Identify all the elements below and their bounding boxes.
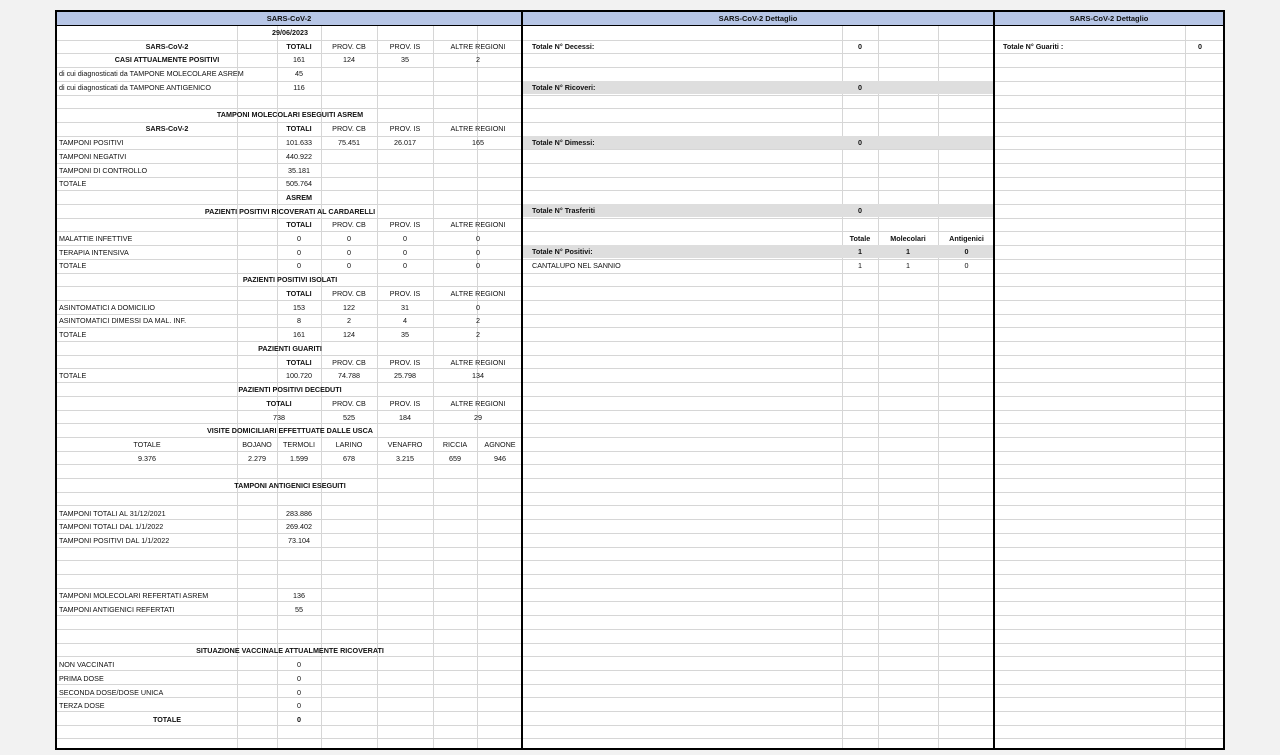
grid-row-line xyxy=(995,67,1223,68)
grid-row-line xyxy=(995,519,1223,520)
table-row-label: MALATTIE INFETTIVE xyxy=(59,234,133,243)
table-cell: 153 xyxy=(293,303,305,312)
positivi-label: Totale N° Positivi: xyxy=(532,247,593,256)
grid-row-line xyxy=(57,629,521,630)
casi-totali: 161 xyxy=(293,55,305,64)
grid-row-line xyxy=(995,464,1223,465)
usca-header: BOJANO xyxy=(242,440,272,449)
grid-row-line xyxy=(523,314,993,315)
grid-row-line xyxy=(995,136,1223,137)
grid-row-line xyxy=(995,656,1223,657)
guariti-panel xyxy=(995,12,1223,748)
ricoverati-title: PAZIENTI POSITIVI RICOVERATI AL CARDARELLI xyxy=(204,207,376,216)
table-cell: 8 xyxy=(297,316,301,325)
table-cell: 0 xyxy=(403,248,407,257)
tamponi-mol-col-altre: ALTRE REGIONI xyxy=(450,124,506,133)
casi-molecolare-label: di cui diagnosticati da TAMPONE MOLECOLARE ASREM xyxy=(59,69,244,78)
grid-row-line xyxy=(995,738,1223,739)
grid-row-line xyxy=(523,53,993,54)
grid-row-line xyxy=(523,122,993,123)
grid-row-line xyxy=(523,601,993,602)
grid-row-line xyxy=(995,81,1223,82)
table-cell: 31 xyxy=(401,303,409,312)
table-cell: 100.720 xyxy=(286,371,312,380)
grid-row-line xyxy=(995,122,1223,123)
table-cell: 136 xyxy=(293,591,305,600)
casi-antigenico-label: di cui diagnosticati da TAMPONE ANTIGENICO xyxy=(59,83,211,92)
table-cell: 73.104 xyxy=(288,536,310,545)
comune-tot: 1 xyxy=(858,261,862,270)
usca-title: VISITE DOMICILIARI EFFETTUATE DALLE USCA xyxy=(207,426,373,435)
usca-value: 3.215 xyxy=(396,454,414,463)
grid-row-line xyxy=(523,423,993,424)
grid-row-line xyxy=(995,190,1223,191)
decessi-value: 0 xyxy=(858,42,862,51)
table-cell: 26.017 xyxy=(394,138,416,147)
grid-row-line xyxy=(995,149,1223,150)
table-row-label: TAMPONI TOTALI AL 31/12/2021 xyxy=(59,509,166,518)
asrem-label: ASREM xyxy=(286,193,312,202)
grid-row-line xyxy=(523,300,993,301)
spreadsheet xyxy=(55,10,1225,750)
table-cell: 4 xyxy=(403,316,407,325)
grid-row-line xyxy=(995,327,1223,328)
grid-row-line xyxy=(523,218,993,219)
table-row-label: TAMPONI ANTIGENICI REFERTATI xyxy=(59,605,175,614)
usca-header: TOTALE xyxy=(133,440,161,449)
table-cell: 75.451 xyxy=(338,138,360,147)
table-cell: 122 xyxy=(343,303,355,312)
grid-row-line xyxy=(995,451,1223,452)
grid-col-line xyxy=(842,26,843,748)
main-panel-header: SARS-CoV-2 xyxy=(57,12,521,26)
decessi-label: Totale N° Decessi: xyxy=(532,42,595,51)
grid-row-line xyxy=(523,437,993,438)
grid-row-line xyxy=(995,423,1223,424)
table-cell: 2 xyxy=(476,330,480,339)
isolati-title: PAZIENTI POSITIVI ISOLATI xyxy=(242,275,338,284)
grid-row-line xyxy=(523,656,993,657)
grid-row-line xyxy=(523,410,993,411)
table-row-label: ASINTOMATICI A DOMICILIO xyxy=(59,303,155,312)
vaccinale-total-label: TOTALE xyxy=(152,715,182,724)
grid-row-line xyxy=(523,382,993,383)
guariti-col-altre: ALTRE REGIONI xyxy=(450,358,506,367)
grid-row-line xyxy=(995,286,1223,287)
usca-value: 9.376 xyxy=(138,454,156,463)
grid-row-line xyxy=(523,615,993,616)
grid-row-line xyxy=(57,492,521,493)
guariti-panel-header: SARS-CoV-2 Dettaglio xyxy=(995,12,1223,26)
table-row-label: TOTALE xyxy=(59,179,87,188)
dimessi-label: Totale N° Dimessi: xyxy=(532,138,595,147)
isolati-col-is: PROV. IS xyxy=(389,289,421,298)
table-cell: 2 xyxy=(347,316,351,325)
table-row-label: TERAPIA INTENSIVA xyxy=(59,248,129,257)
grid-row-line xyxy=(995,355,1223,356)
table-row-label: NON VACCINATI xyxy=(59,660,115,669)
grid-row-line xyxy=(523,149,993,150)
table-cell: 0 xyxy=(297,674,301,683)
grid-row-line xyxy=(995,177,1223,178)
table-cell: 101.633 xyxy=(286,138,312,147)
grid-row-line xyxy=(995,560,1223,561)
grid-row-line xyxy=(523,67,993,68)
vaccinale-title: SITUAZIONE VACCINALE ATTUALMENTE RICOVERATI xyxy=(196,646,384,655)
table-cell: 0 xyxy=(476,303,480,312)
table-row-label: TAMPONI MOLECOLARI REFERTATI ASREM xyxy=(59,591,209,600)
guariti-col-is: PROV. IS xyxy=(389,358,421,367)
tamponi-mol-col-cb: PROV. CB xyxy=(332,124,366,133)
grid-row-line xyxy=(995,218,1223,219)
grid-row-line xyxy=(995,245,1223,246)
positivi-mol: 1 xyxy=(906,247,910,256)
positivi-tot: 1 xyxy=(858,247,862,256)
table-cell: 35.181 xyxy=(288,166,310,175)
grid-row-line xyxy=(995,615,1223,616)
table-cell: 0 xyxy=(297,660,301,669)
ricoverati-col-is: PROV. IS xyxy=(389,220,421,229)
grid-row-line xyxy=(995,588,1223,589)
grid-row-line xyxy=(57,574,521,575)
ricoverati-col-altre: ALTRE REGIONI xyxy=(450,220,506,229)
grid-row-line xyxy=(995,273,1223,274)
positivi-col-totale: Totale xyxy=(849,234,871,243)
grid-row-line xyxy=(995,95,1223,96)
table-cell: 29 xyxy=(474,413,482,422)
tamponi-mol-col-totali: TOTALI xyxy=(286,124,312,133)
grid-row-line xyxy=(523,574,993,575)
tamponi-mol-col-label: SARS-CoV-2 xyxy=(145,124,189,133)
grid-row-line xyxy=(523,190,993,191)
grid-row-line xyxy=(995,601,1223,602)
grid-col-line xyxy=(878,26,879,748)
grid-row-line xyxy=(995,368,1223,369)
usca-header: TERMOLI xyxy=(283,440,315,449)
grid-row-line xyxy=(995,492,1223,493)
table-row-label: PRIMA DOSE xyxy=(59,674,104,683)
table-cell: 0 xyxy=(347,248,351,257)
grid-row-line xyxy=(995,505,1223,506)
table-cell: 0 xyxy=(297,261,301,270)
report-date: 29/06/2023 xyxy=(272,28,308,37)
grid-row-line xyxy=(523,451,993,452)
table-cell: 0 xyxy=(297,688,301,697)
comune-label: CANTALUPO NEL SANNIO xyxy=(532,261,621,270)
dimessi-value: 0 xyxy=(858,138,862,147)
trasferiti-label: Totale N° Trasferiti xyxy=(532,206,596,215)
tamponi-mol-title: TAMPONI MOLECOLARI ESEGUITI ASREM xyxy=(216,110,364,119)
grid-row-line xyxy=(995,382,1223,383)
table-cell: 35 xyxy=(401,330,409,339)
grid-row-line xyxy=(995,629,1223,630)
table-row-label: TOTALE xyxy=(59,371,87,380)
antigenici-title: TAMPONI ANTIGENICI ESEGUITI xyxy=(234,481,346,490)
ricoveri-value: 0 xyxy=(858,83,862,92)
table-cell: 2 xyxy=(476,316,480,325)
grid-row-line xyxy=(523,738,993,739)
table-cell: 74.788 xyxy=(338,371,360,380)
table-cell: 269.402 xyxy=(286,522,312,531)
table-cell: 505.764 xyxy=(286,179,312,188)
table-cell: 283.886 xyxy=(286,509,312,518)
grid-row-line xyxy=(995,410,1223,411)
comune-ant: 0 xyxy=(964,261,969,270)
grid-row-line xyxy=(523,533,993,534)
grid-row-line xyxy=(523,341,993,342)
grid-row-line xyxy=(523,505,993,506)
col-label-header: SARS-CoV-2 xyxy=(145,42,189,51)
tamponi-mol-col-is: PROV. IS xyxy=(389,124,421,133)
grid-row-line xyxy=(995,711,1223,712)
guariti-label: Totale N° Guariti : xyxy=(1003,42,1064,51)
table-cell: 0 xyxy=(297,248,301,257)
trasferiti-value: 0 xyxy=(858,206,862,215)
col-totali-header: TOTALI xyxy=(286,42,312,51)
table-row-label: TERZA DOSE xyxy=(59,701,105,710)
grid-row-line xyxy=(57,547,521,548)
casi-is: 35 xyxy=(401,55,409,64)
grid-row-line xyxy=(523,684,993,685)
table-cell: 0 xyxy=(476,234,480,243)
deceduti-title: PAZIENTI POSITIVI DECEDUTI xyxy=(238,385,342,394)
col-is-header: PROV. IS xyxy=(389,42,421,51)
table-cell: 0 xyxy=(297,234,301,243)
isolati-col-altre: ALTRE REGIONI xyxy=(450,289,506,298)
deceduti-col-altre: ALTRE REGIONI xyxy=(450,399,506,408)
grid-row-line xyxy=(523,643,993,644)
col-cb-header: PROV. CB xyxy=(332,42,366,51)
table-row-label: ASINTOMATICI DIMESSI DA MAL. INF. xyxy=(59,316,187,325)
grid-row-line xyxy=(995,204,1223,205)
grid-row-line xyxy=(995,684,1223,685)
grid-row-line xyxy=(523,396,993,397)
usca-value: 678 xyxy=(343,454,355,463)
guariti-value: 0 xyxy=(1198,42,1202,51)
table-row-label: TAMPONI TOTALI DAL 1/1/2022 xyxy=(59,522,164,531)
table-cell: 0 xyxy=(476,248,480,257)
table-cell: 0 xyxy=(403,261,407,270)
table-cell: 0 xyxy=(347,234,351,243)
grid-row-line xyxy=(995,163,1223,164)
ricoveri-label: Totale N° Ricoveri: xyxy=(532,83,596,92)
table-cell: 0 xyxy=(297,701,301,710)
grid-row-line xyxy=(523,327,993,328)
table-row-label: TAMPONI POSITIVI xyxy=(59,138,124,147)
table-cell: 161 xyxy=(293,330,305,339)
grid-row-line xyxy=(995,341,1223,342)
grid-row-line xyxy=(995,533,1223,534)
table-row-label: TAMPONI DI CONTROLLO xyxy=(59,166,148,175)
usca-value: 1.599 xyxy=(290,454,308,463)
grid-row-line xyxy=(995,478,1223,479)
positivi-ant: 0 xyxy=(964,247,969,256)
table-cell: 440.922 xyxy=(286,152,312,161)
grid-row-line xyxy=(523,547,993,548)
table-cell: 0 xyxy=(476,261,480,270)
grid-row-line xyxy=(57,560,521,561)
grid-row-line xyxy=(57,738,521,739)
grid-col-line xyxy=(1185,26,1186,748)
grid-row-line xyxy=(995,300,1223,301)
table-row-label: TOTALE xyxy=(59,261,87,270)
grid-row-line xyxy=(523,368,993,369)
ricoverati-col-totali: TOTALI xyxy=(286,220,312,229)
grid-row-line xyxy=(57,505,521,506)
grid-row-line xyxy=(995,314,1223,315)
table-cell: 134 xyxy=(472,371,484,380)
vaccinale-total-value: 0 xyxy=(297,715,301,724)
col-altre-header: ALTRE REGIONI xyxy=(450,42,506,51)
grid-row-line xyxy=(995,697,1223,698)
table-row-label: TAMPONI POSITIVI DAL 1/1/2022 xyxy=(59,536,170,545)
detail-grid xyxy=(523,26,993,748)
deceduti-col-is: PROV. IS xyxy=(389,399,421,408)
grid-row-line xyxy=(57,95,521,96)
usca-header: VENAFRO xyxy=(387,440,423,449)
guariti-col-totali: TOTALI xyxy=(286,358,312,367)
guariti-col-cb: PROV. CB xyxy=(332,358,366,367)
usca-header: LARINO xyxy=(335,440,363,449)
grid-row-line xyxy=(523,108,993,109)
table-cell: 55 xyxy=(295,605,303,614)
isolati-col-totali: TOTALI xyxy=(286,289,312,298)
grid-row-line xyxy=(523,273,993,274)
deceduti-col-cb: PROV. CB xyxy=(332,399,366,408)
table-cell: 165 xyxy=(472,138,484,147)
grid-row-line xyxy=(523,177,993,178)
casi-cb: 124 xyxy=(343,55,355,64)
usca-value: 2.279 xyxy=(248,454,266,463)
grid-row-line xyxy=(523,725,993,726)
grid-row-line xyxy=(995,643,1223,644)
table-cell: 25.798 xyxy=(394,371,416,380)
table-cell: 124 xyxy=(343,330,355,339)
ricoverati-col-cb: PROV. CB xyxy=(332,220,366,229)
comune-mol: 1 xyxy=(906,261,910,270)
table-cell: 184 xyxy=(399,413,411,422)
grid-row-line xyxy=(523,670,993,671)
casi-molecolare-value: 45 xyxy=(295,69,303,78)
grid-row-line xyxy=(995,574,1223,575)
detail-panel-header: SARS-CoV-2 Dettaglio xyxy=(523,12,993,26)
grid-row-line xyxy=(523,464,993,465)
grid-row-line xyxy=(523,629,993,630)
deceduti-col-totali: TOTALI xyxy=(266,399,292,408)
usca-value: 659 xyxy=(449,454,461,463)
grid-row-line xyxy=(995,259,1223,260)
table-cell: 525 xyxy=(343,413,355,422)
detail-panel xyxy=(523,12,995,748)
grid-row-line xyxy=(523,286,993,287)
casi-title: CASI ATTUALMENTE POSITIVI xyxy=(114,55,220,64)
grid-row-line xyxy=(523,588,993,589)
table-cell: 0 xyxy=(403,234,407,243)
grid-row-line xyxy=(995,670,1223,671)
grid-row-line xyxy=(995,396,1223,397)
usca-value: 946 xyxy=(494,454,506,463)
table-cell: 0 xyxy=(347,261,351,270)
casi-altre: 2 xyxy=(476,55,480,64)
table-row-label: SECONDA DOSE/DOSE UNICA xyxy=(59,688,164,697)
usca-header: RICCIA xyxy=(442,440,468,449)
table-row-label: TAMPONI NEGATIVI xyxy=(59,152,127,161)
grid-row-line xyxy=(523,95,993,96)
grid-row-line xyxy=(523,163,993,164)
main-panel xyxy=(57,12,523,748)
main-grid xyxy=(57,26,521,748)
grid-row-line xyxy=(523,478,993,479)
grid-row-line xyxy=(523,560,993,561)
usca-header: AGNONE xyxy=(484,440,516,449)
casi-antigenico-value: 116 xyxy=(293,83,305,92)
isolati-col-cb: PROV. CB xyxy=(332,289,366,298)
grid-row-line xyxy=(995,53,1223,54)
table-row-label: TOTALE xyxy=(59,330,87,339)
grid-row-line xyxy=(523,711,993,712)
grid-row-line xyxy=(523,492,993,493)
guariti-title: PAZIENTI GUARITI xyxy=(258,344,322,353)
grid-row-line xyxy=(995,108,1223,109)
grid-row-line xyxy=(995,547,1223,548)
table-cell: 738 xyxy=(273,413,285,422)
grid-row-line xyxy=(523,519,993,520)
grid-row-line xyxy=(995,437,1223,438)
grid-row-line xyxy=(995,231,1223,232)
grid-row-line xyxy=(523,355,993,356)
positivi-col-antigenici: Antigenici xyxy=(949,234,984,243)
positivi-col-molecolari: Molecolari xyxy=(890,234,926,243)
grid-col-line xyxy=(938,26,939,748)
grid-row-line xyxy=(523,697,993,698)
grid-row-line xyxy=(995,725,1223,726)
guariti-grid xyxy=(995,26,1223,748)
